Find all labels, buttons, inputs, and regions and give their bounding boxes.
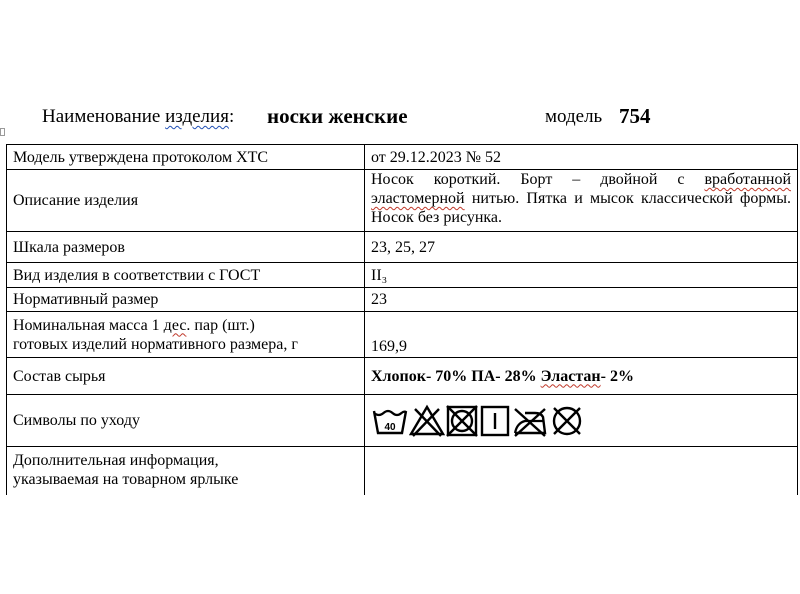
table-row — [7, 232, 798, 263]
row-value-description: Носок короткий. Борт – двойной с вработанной эластомерной нитью. Пятка и мысок классической формы. Носок без рисунка. — [365, 170, 798, 232]
row-value[interactable] — [365, 447, 798, 495]
document-title — [42, 104, 782, 134]
row-value-composition: Хлопок- 70% ПА- 28% Эластан- 2% — [365, 358, 798, 395]
no-iron-icon — [511, 403, 549, 439]
row-value: 23, 25, 27 — [365, 232, 798, 263]
row-label: Дополнительная информация, указываемая на товарном ярлыке — [7, 447, 365, 495]
row-value: 169,9 — [365, 312, 798, 358]
drip-dry-icon — [479, 403, 511, 439]
row-label: Вид изделия в соответствии с ГОСТ — [7, 263, 365, 288]
row-label: Описание изделия — [7, 170, 365, 232]
model-label: модель — [545, 106, 603, 127]
wash-40-icon — [371, 403, 409, 439]
table-anchor-handle[interactable] — [0, 128, 5, 136]
product-name-label: Наименование изделия: — [42, 106, 235, 127]
table-row — [7, 263, 798, 288]
table-row — [7, 395, 798, 447]
row-label: Номинальная масса 1 дес. пар (шт.) готовых изделий нормативного размера, г — [7, 312, 365, 358]
row-value: II₃ — [365, 263, 798, 288]
row-value: 23 — [365, 288, 798, 312]
table-row — [7, 447, 798, 495]
row-label: Шкала размеров — [7, 232, 365, 263]
table-row — [7, 145, 798, 170]
product-name-value: носки женские — [267, 104, 408, 128]
table-row — [7, 312, 798, 358]
table-row — [7, 358, 798, 395]
row-value: от 29.12.2023 № 52 — [365, 145, 798, 170]
model-number: 754 — [619, 104, 651, 128]
row-label: Нормативный размер — [7, 288, 365, 312]
product-name-label-word: изделия — [165, 106, 229, 127]
table-row — [7, 170, 798, 232]
row-label: Модель утверждена протоколом ХТС — [7, 145, 365, 170]
no-tumble-dry-icon — [445, 403, 479, 439]
no-dry-clean-icon — [549, 403, 585, 439]
no-bleach-icon — [409, 403, 445, 439]
svg-text:40: 40 — [384, 421, 396, 433]
table-row — [7, 288, 798, 312]
spec-table — [6, 144, 798, 495]
row-label: Символы по уходу — [7, 395, 365, 447]
care-symbols — [365, 395, 798, 447]
row-label: Состав сырья — [7, 358, 365, 395]
